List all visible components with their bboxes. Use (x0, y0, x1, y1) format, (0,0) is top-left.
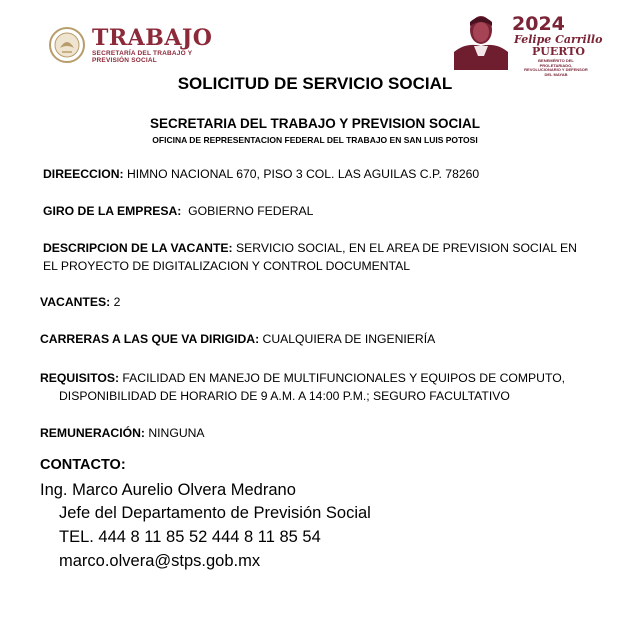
field-requisitos-cont (59, 387, 510, 405)
field-requisitos (40, 369, 565, 387)
contact-heading: CONTACTO: (40, 457, 126, 473)
brand-name: TRABAJO (92, 25, 213, 51)
year-label: 2024 (512, 13, 565, 35)
field-label: VACANTES: (40, 295, 111, 309)
brand-subtitle: SECRETARÍA DEL TRABAJO Y PREVISIÓN SOCIAL (92, 50, 193, 64)
field-value: FACILIDAD EN MANEJO DE MULTIFUNCIONALES Y EQUIPOS DE COMPUTO, (122, 371, 566, 385)
contact-position: Jefe del Departamento de Previsión Social (59, 504, 371, 522)
trabajo-logo (48, 25, 213, 66)
document-title: SOLICITUD DE SERVICIO SOCIAL (177, 74, 453, 93)
field-value: CUALQUIERA DE INGENIERÍA (262, 332, 436, 346)
field-value: GOBIERNO FEDERAL (188, 204, 314, 218)
honoree-name: Felipe Carrillo (514, 33, 603, 46)
portrait-icon (452, 12, 510, 72)
honoree-fine-print: BENEMÉRITO DEL PROLETARIADO, REVOLUCIONARIO Y DEFENSOR DEL MAYAB (524, 58, 588, 77)
field-value: EL PROYECTO DE DIGITALIZACION Y CONTROL DOCUMENTAL (43, 259, 411, 273)
field-value: DISPONIBILIDAD DE HORARIO DE 9 A.M. A 14:00 P.M.; SEGURO FACULTATIVO (59, 389, 510, 403)
field-label: DIREECCION: (43, 167, 124, 181)
field-giro (43, 202, 313, 220)
field-label: DESCRIPCION DE LA VACANTE: (43, 241, 233, 255)
field-direccion (43, 165, 479, 183)
coat-of-arms-icon (48, 26, 86, 64)
field-vacantes (40, 293, 120, 311)
field-value: NINGUNA (148, 426, 205, 440)
organization-name: SECRETARIA DEL TRABAJO Y PREVISION SOCIAL (149, 116, 481, 131)
honoree-surname: PUERTO (532, 45, 585, 58)
field-label: CARRERAS A LAS QUE VA DIRIGIDA: (40, 332, 260, 346)
field-descripcion (43, 239, 577, 257)
field-value: HIMNO NACIONAL 670, PISO 3 COL. LAS AGUILAS C.P. 78260 (126, 167, 480, 181)
contact-email[interactable]: marco.olvera@stps.gob.mx (59, 552, 261, 570)
commemorative-logo (452, 12, 603, 77)
field-value: SERVICIO SOCIAL, EN EL AREA DE PREVISION SOCIAL EN (235, 241, 577, 255)
field-value: 2 (113, 295, 121, 309)
office-name: OFICINA DE REPRESENTACION FEDERAL DEL TRABAJO EN SAN LUIS POTOSI (152, 135, 478, 145)
field-label: REMUNERACIÓN: (40, 426, 145, 440)
field-carreras (40, 330, 435, 348)
contact-name: Ing. Marco Aurelio Olvera Medrano (40, 481, 296, 499)
field-descripcion-cont (43, 257, 410, 275)
field-label: GIRO DE LA EMPRESA: (43, 204, 182, 218)
field-remuneracion (40, 424, 205, 442)
contact-phone: TEL. 444 8 11 85 52 444 8 11 85 54 (59, 528, 321, 546)
field-label: REQUISITOS: (40, 371, 120, 385)
